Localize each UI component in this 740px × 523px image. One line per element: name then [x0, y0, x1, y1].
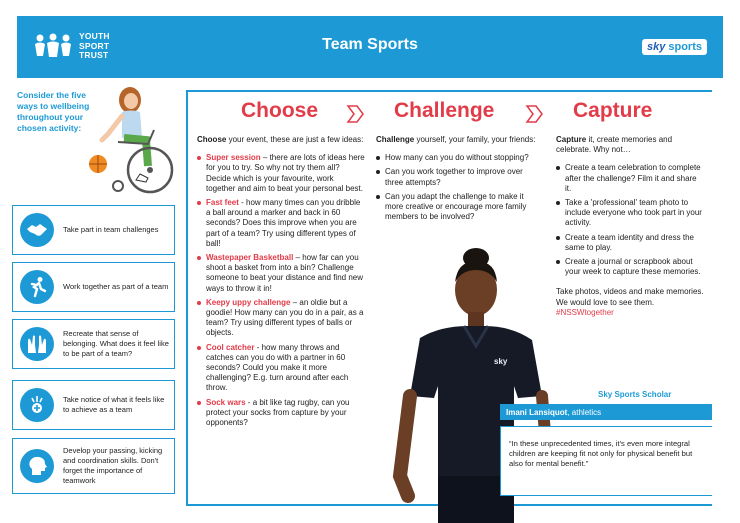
sports-logo-word: sports	[668, 41, 702, 53]
challenge-intro-bold: Challenge	[376, 135, 415, 144]
wellbeing-heading: Consider the five ways to wellbeing throughout your chosen activity:	[17, 90, 90, 133]
challenge-intro	[376, 135, 538, 145]
logo-line: TRUST	[79, 50, 109, 60]
sky-sports-logo	[642, 39, 707, 55]
idea-text: – an oldie but a goodie! How many can you do in a pair, as a team? Try using different types of balls or objects.	[206, 297, 364, 338]
list-item	[197, 298, 365, 339]
achievement-icon	[20, 388, 54, 422]
idea-text: - how many times can you dribble a ball around a marker and back in 60 seconds? Does this improve when you are part of a team? Try using different types of ball!	[206, 198, 361, 248]
list-item: Create a team celebration to complete after the challenge? Film it and share it.	[556, 163, 704, 194]
capture-intro	[556, 135, 704, 155]
chevron-right-icon	[345, 104, 365, 124]
sky-logo-word: sky	[647, 41, 666, 53]
chevron-right-icon	[524, 104, 544, 124]
idea-text: - how many throws and catches can you do with a partner in 60 seconds? Could you make it more challenging? E.g. turn around after each throw.	[206, 342, 349, 393]
logo-line: SPORT	[79, 40, 110, 51]
wellbeing-item	[12, 262, 175, 312]
wellbeing-item	[12, 205, 175, 255]
scholar-quote: “In these unprecedented times, it's even more integral children are keeping fit not only for physical benefit but also for mental benefit.”	[500, 426, 712, 496]
list-item	[197, 198, 365, 249]
challenge-list	[376, 153, 538, 222]
choose-heading: Choose	[241, 99, 319, 122]
list-item	[197, 253, 365, 294]
capture-intro-bold: Capture	[556, 135, 587, 144]
list-item: How many can you do without stopping?	[376, 153, 538, 163]
challenge-heading: Challenge	[394, 99, 495, 122]
wellbeing-item-text: Recreate that sense of belonging. What does it feel like to be part of a team?	[63, 329, 169, 358]
choose-column	[197, 135, 365, 432]
wellbeing-item-text: Work together as part of a team	[63, 282, 169, 291]
wellbeing-item	[12, 380, 175, 430]
idea-title: Cool catcher	[206, 342, 255, 352]
idea-title: Sock wars	[206, 397, 246, 407]
scholar-name-bar	[500, 404, 712, 420]
idea-text: - a bit like tag rugby, can you protect your socks from capture by your opponents?	[206, 397, 350, 428]
idea-text: – how far can you shoot a basket from into a bin? Challenge someone to beat your distance and find new ways to throw it in!	[206, 253, 363, 293]
capture-column	[556, 135, 704, 318]
wellbeing-item-text: Take part in team challenges	[63, 225, 159, 234]
challenge-column	[376, 135, 538, 226]
wheelchair-athlete-illustration	[88, 82, 180, 198]
list-item: Can you adapt the challenge to make it more creative or encourage more family members to be involved?	[376, 192, 538, 223]
challenge-intro-text: yourself, your family, your friends:	[414, 135, 536, 144]
capture-list	[556, 163, 704, 277]
wellbeing-item-text: Develop your passing, kicking and coordination skills. Don't forget the importance of teamwork	[63, 446, 163, 485]
scholar-label: Sky Sports Scholar	[598, 390, 672, 399]
list-item	[197, 398, 365, 429]
head-learning-icon	[20, 449, 54, 483]
idea-title: Super session	[206, 153, 261, 163]
choose-intro-text: your event, these are just a few ideas:	[226, 135, 364, 144]
idea-title: Keepy uppy challenge	[206, 297, 291, 307]
capture-intro-text: it, create memories and celebrate. Why not…	[556, 135, 673, 155]
running-person-icon	[20, 270, 54, 304]
wellbeing-item	[12, 438, 175, 494]
wellbeing-item-text: Take notice of what it feels like to achieve as a team	[63, 395, 165, 414]
header-bar	[17, 16, 723, 78]
handshake-icon	[20, 213, 54, 247]
list-item: Create a team identity and dress the same to play.	[556, 233, 704, 253]
page-title: Team Sports	[322, 36, 418, 53]
raised-hands-icon	[20, 327, 54, 361]
idea-title: Fast feet	[206, 198, 239, 208]
capture-heading: Capture	[573, 99, 653, 122]
list-item	[197, 343, 365, 394]
choose-list	[197, 153, 365, 428]
scholar-name: Imani Lansiquot	[506, 408, 568, 417]
scholar-sport: , athletics	[567, 408, 602, 417]
list-item: Can you work together to improve over three attempts?	[376, 167, 538, 187]
list-item: Take a 'professional' team photo to include everyone who took part in your activity.	[556, 198, 704, 229]
svg-text:sky: sky	[494, 357, 508, 366]
idea-title: Wastepaper Basketball	[206, 253, 294, 263]
capture-closing-text: Take photos, videos and make memories. We would love to see them.	[556, 287, 704, 307]
wellbeing-item	[12, 319, 175, 369]
logo-line: YOUTH	[79, 31, 110, 41]
capture-closing	[556, 287, 704, 318]
idea-text: – there are lots of ideas here for you to try. So why not try them all? Decide which is your favourite, work together and aim to beat your personal best.	[206, 153, 365, 193]
choose-intro-bold: Choose	[197, 135, 227, 144]
choose-intro	[197, 135, 365, 145]
list-item: Create a journal or scrapbook about your week to capture these memories.	[556, 257, 704, 277]
hashtag-link[interactable]: #NSSWtogether	[556, 307, 614, 317]
list-item	[197, 153, 365, 194]
